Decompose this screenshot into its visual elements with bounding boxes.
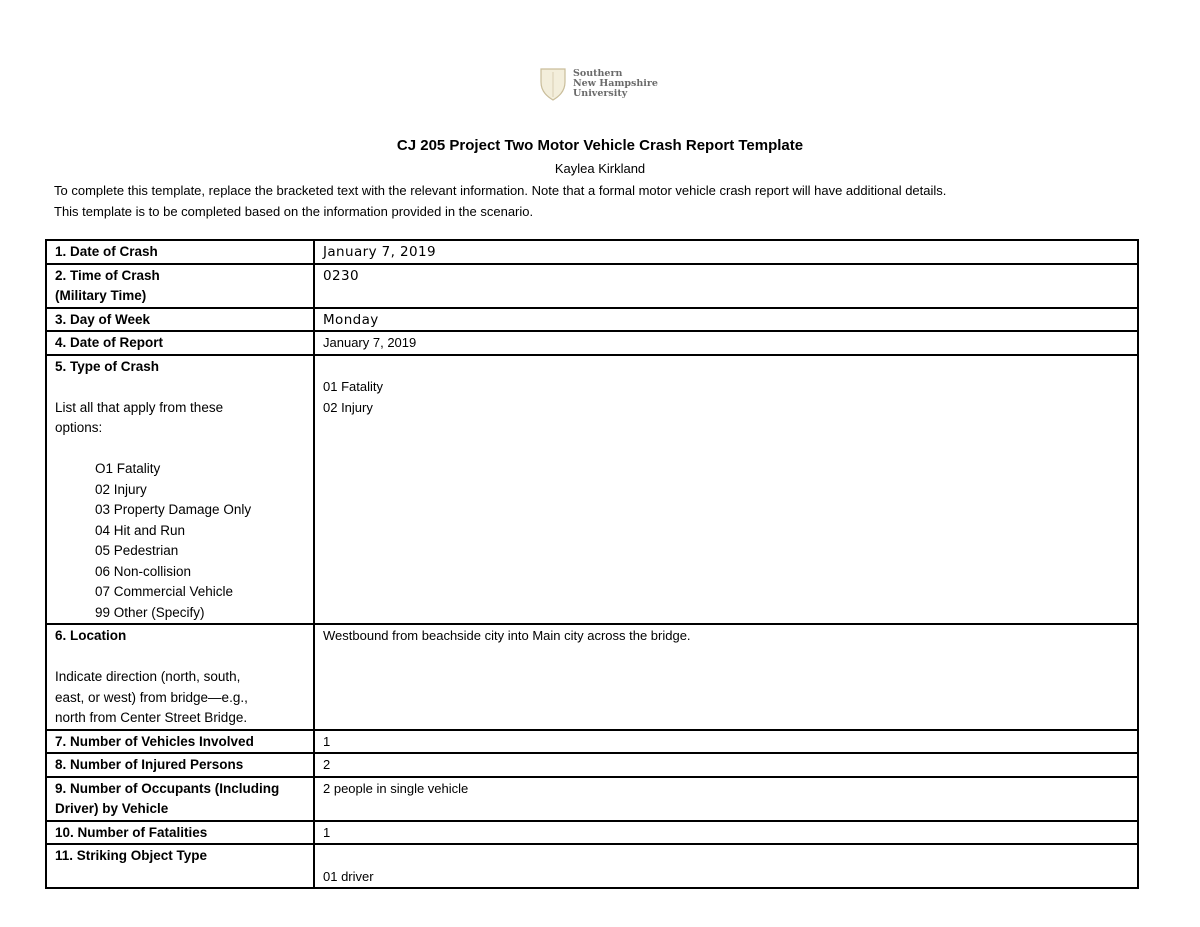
list-item: 99 Other (Specify) [95,604,205,620]
list-item: 04 Hit and Run [95,522,186,538]
table-row [46,821,1138,845]
occupants-value[interactable]: 2 people in single vehicle [314,777,1138,821]
table-row [46,264,1138,308]
occupants-label: 9. Number of Occupants (Including Driver) by Vehicle [46,777,314,821]
type-of-crash-label: 5. Type of Crash List all that apply from these options: O1 Fatality 02 Injury 03 Property Damage Only 04 Hit and Run 05 Pedestrian 06 Non-collision 07 Commercial Vehicle 99 Other (Specify) [46,355,314,625]
crash-report-table [45,239,1139,889]
list-item: 03 Property Damage Only [95,502,252,517]
university-logo [538,64,668,104]
author-name: Kaylea Kirkland [554,161,646,176]
vehicles-involved-value[interactable]: 1 [314,730,1138,754]
table-row [46,308,1138,332]
logo-wordmark: Southern New Hampshire University [573,68,658,99]
day-of-week-value[interactable]: Monday [314,308,1138,332]
table-row [46,777,1138,821]
table-row [46,240,1138,264]
table-row [46,624,1138,730]
table-row [46,753,1138,777]
page-title: CJ 205 Project Two Motor Vehicle Crash Report Template [396,137,804,154]
location-label: 6. Location Indicate direction (north, south, east, or west) from bridge—e.g., north from Center Street Bridge. [46,624,314,730]
shield-icon [538,66,568,102]
list-item: 07 Commercial Vehicle [95,584,234,599]
vehicles-involved-label: 7. Number of Vehicles Involved [46,730,314,754]
table-row [46,730,1138,754]
table-row [46,331,1138,355]
injured-persons-value[interactable]: 2 [314,753,1138,777]
instructions: To complete this template, replace the bracketed text with the relevant information. Note that a formal motor vehicle crash report will have additional details. This template is to be completed based on the information provided in the scenario. [54,183,947,219]
date-of-report-value[interactable]: January 7, 2019 [314,331,1138,355]
type-of-crash-value[interactable]: 01 Fatality 02 Injury [314,355,1138,625]
injured-persons-label: 8. Number of Injured Persons [46,753,314,777]
location-value[interactable]: Westbound from beachside city into Main city across the bridge. [314,624,1138,730]
crash-type-options [55,459,305,623]
list-item: 06 Non-collision [95,563,192,579]
time-of-crash-value[interactable]: 0230 [314,264,1138,308]
striking-object-value[interactable]: 01 driver [314,844,1138,888]
date-of-crash-label: 1. Date of Crash [46,240,314,264]
date-of-report-label: 4. Date of Report [46,331,314,355]
table-row [46,355,1138,625]
fatalities-value[interactable]: 1 [314,821,1138,845]
time-of-crash-label: 2. Time of Crash (Military Time) [46,264,314,308]
striking-object-label: 11. Striking Object Type [46,844,314,888]
list-item: 02 Injury [95,481,147,497]
table-row [46,844,1138,888]
date-of-crash-value[interactable]: January 7, 2019 [314,240,1138,264]
list-item: O1 Fatality [95,461,161,476]
day-of-week-label: 3. Day of Week [46,308,314,332]
list-item: 05 Pedestrian [95,543,179,558]
fatalities-label: 10. Number of Fatalities [46,821,314,845]
